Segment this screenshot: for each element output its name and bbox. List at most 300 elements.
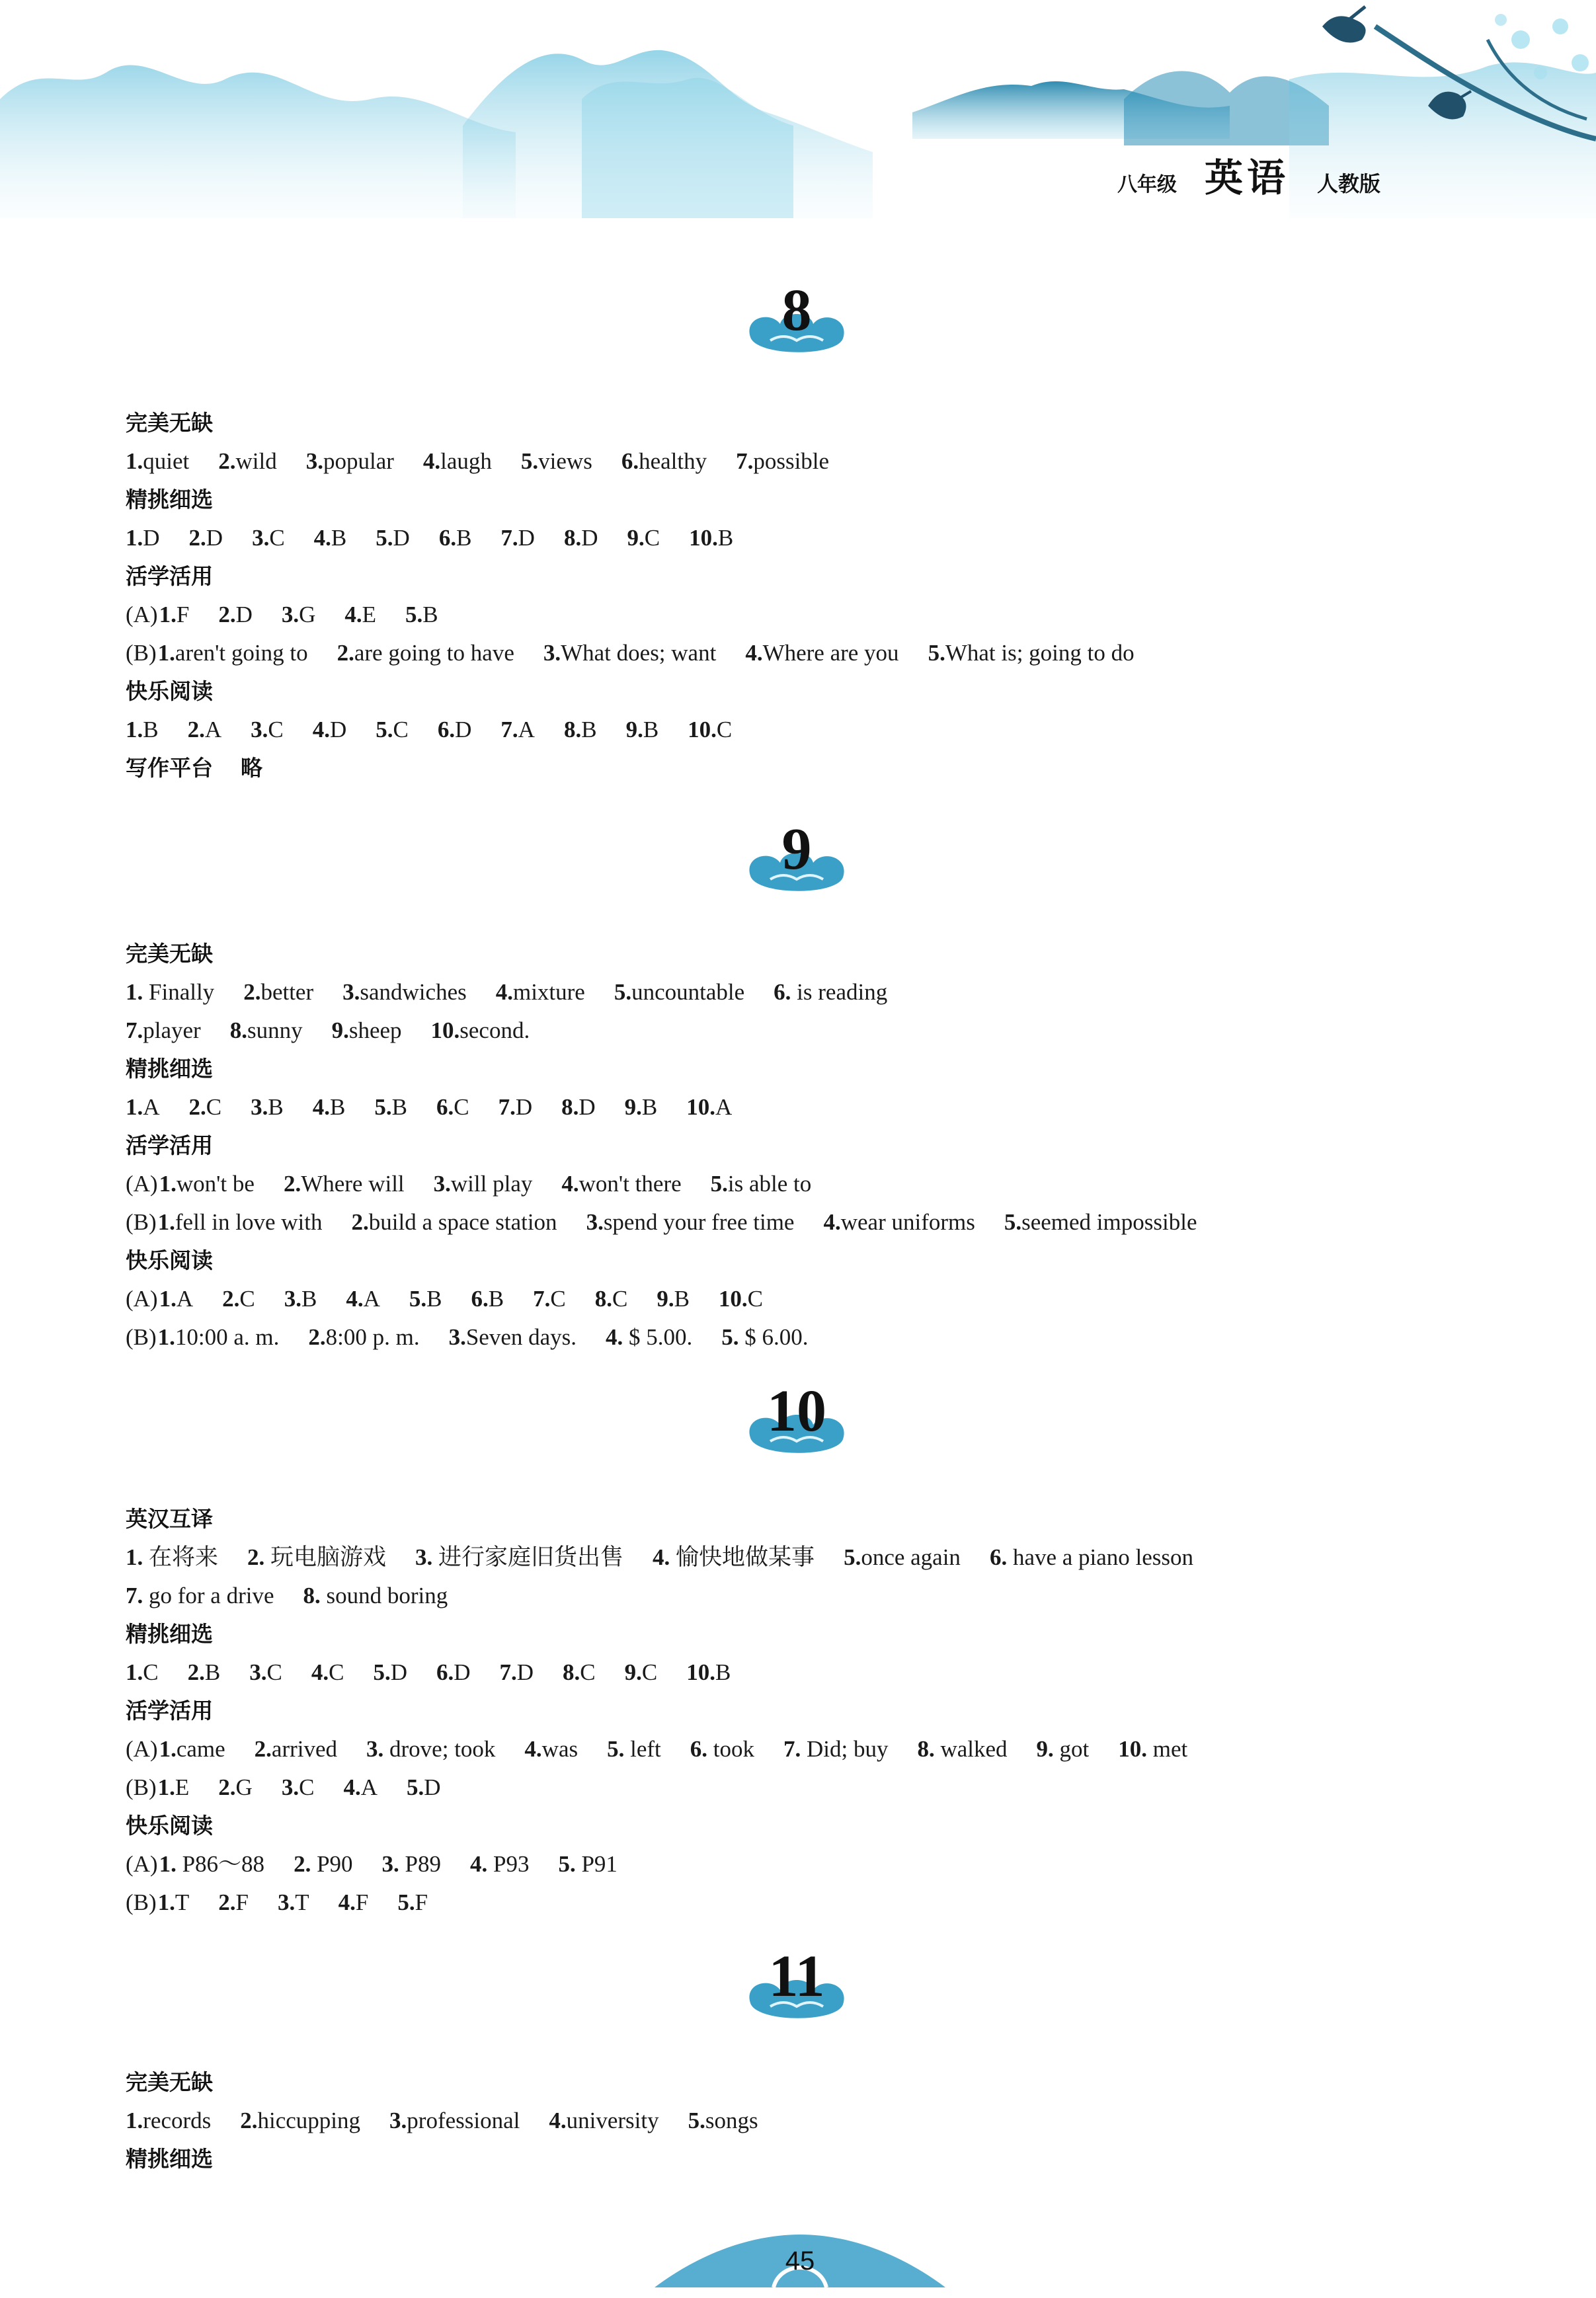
unit-number: 11: [768, 1944, 825, 2009]
section-label: [126, 1692, 1474, 1729]
answer-item: [382, 1846, 441, 1883]
answer-text: aren't going to: [175, 640, 308, 666]
answer-text: C: [329, 1659, 344, 1685]
answer-text: C: [716, 717, 733, 742]
section-label-text: 完美无缺: [126, 410, 213, 436]
answer-text: 愉快地做某事: [670, 1544, 815, 1570]
answer-text: took: [707, 1736, 754, 1762]
answer-text: A: [176, 1286, 194, 1312]
answer-text: C: [393, 717, 409, 742]
answer-item: [188, 711, 222, 748]
answer-part-prefix: (A): [126, 1736, 158, 1762]
answer-item: [614, 974, 744, 1011]
answer-number: 3.: [543, 640, 561, 666]
answer-number: 4.: [344, 602, 362, 627]
answer-text: arrived: [271, 1736, 338, 1762]
answer-item: [284, 1166, 405, 1203]
answer-item: [282, 1769, 315, 1806]
answer-item: [342, 974, 467, 1011]
section-label: [126, 673, 1474, 710]
answer-number: 5.: [928, 640, 945, 666]
unit-badge: [744, 278, 850, 364]
answer-text: player: [143, 1017, 201, 1043]
answer-number: 1.: [157, 1889, 175, 1915]
section-label: [126, 405, 1474, 442]
answer-item: [524, 1731, 578, 1768]
answer-item: [159, 1281, 194, 1318]
answer-item: [230, 1012, 303, 1049]
answer-item: [126, 1577, 274, 1614]
answer-item: [499, 1089, 533, 1126]
answer-text: mixture: [512, 979, 585, 1005]
answer-number: 1.: [159, 602, 177, 627]
answer-text: A: [360, 1774, 378, 1800]
answer-number: 4.: [313, 525, 331, 551]
answer-number: 4.: [312, 717, 330, 742]
answer-text: wear uniforms: [840, 1209, 975, 1235]
answer-item: [222, 1281, 255, 1318]
answer-text: 进行家庭旧货出售: [432, 1544, 624, 1570]
answer-item: [218, 443, 276, 480]
answer-item: [561, 1166, 681, 1203]
answer-text: build a space station: [368, 1209, 557, 1235]
answer-number: 1.: [159, 1851, 177, 1877]
answer-item: [745, 635, 898, 672]
answer-item: [500, 520, 535, 557]
answer-number: 6.: [471, 1286, 489, 1312]
answer-item: [774, 974, 887, 1011]
section-label-text: 写作平台: [126, 755, 213, 781]
header-grade: 八年级: [1117, 173, 1177, 196]
answer-text: drove; took: [383, 1736, 496, 1762]
answer-item: [436, 1654, 471, 1691]
answer-number: 2.: [188, 1094, 206, 1120]
answer-item: [690, 1731, 754, 1768]
section-label-text: 活学活用: [126, 563, 213, 589]
answer-item: [500, 1654, 534, 1691]
answer-text: met: [1147, 1736, 1188, 1762]
answer-item: [928, 635, 1135, 672]
answer-item: [438, 711, 472, 748]
answer-item: [917, 1731, 1007, 1768]
answer-item: [431, 1012, 530, 1049]
answer-text: C: [239, 1286, 255, 1312]
answer-item: [126, 1012, 201, 1049]
answer-text: will play: [450, 1171, 533, 1197]
answer-number: 2.: [240, 2108, 258, 2133]
answer-number: 3.: [249, 1659, 267, 1685]
answer-number: 6.: [438, 525, 457, 551]
answer-item: [1118, 1731, 1187, 1768]
answer-number: 1.: [157, 640, 175, 666]
answer-text: 10:00 a. m.: [175, 1324, 280, 1350]
answer-line: [126, 520, 1474, 557]
answer-part-prefix: (A): [126, 1286, 158, 1312]
answer-item: [627, 520, 660, 557]
answer-line: [126, 1539, 1474, 1576]
answer-number: 8.: [563, 717, 582, 742]
answer-text: T: [175, 1889, 190, 1915]
section-label: [126, 558, 1474, 595]
answer-number: 9.: [657, 1286, 674, 1312]
answer-number: 5.: [373, 1659, 391, 1685]
answer-text: D: [581, 525, 598, 551]
answer-number: 2.: [283, 1171, 301, 1197]
answer-number: 3.: [305, 448, 323, 474]
answer-text: B: [268, 1094, 284, 1120]
answer-number: 5.: [721, 1324, 739, 1350]
answer-item: [625, 1654, 658, 1691]
answer-text: E: [175, 1774, 190, 1800]
answer-item: [159, 1166, 255, 1203]
answer-text: C: [580, 1659, 596, 1685]
answer-number: 1.: [126, 1544, 143, 1570]
answer-item: [586, 1204, 795, 1241]
answer-part-prefix: (B): [126, 640, 157, 666]
answer-number: 5.: [688, 2108, 705, 2133]
answer-item: [990, 1539, 1193, 1576]
answer-line: [126, 1884, 1474, 1921]
answer-number: 1.: [126, 1094, 143, 1120]
answer-text: B: [674, 1286, 690, 1312]
answer-number: 1.: [126, 2108, 143, 2133]
answer-number: 4.: [549, 2108, 567, 2133]
answer-item: [389, 2102, 520, 2139]
answer-item: [255, 1731, 337, 1768]
answer-item: [626, 711, 659, 748]
answer-line: [126, 1204, 1474, 1241]
answer-text: D: [518, 525, 535, 551]
section-label: [126, 1501, 1474, 1538]
answer-item: [549, 2102, 658, 2139]
answer-line: [126, 974, 1474, 1011]
answer-text: G: [299, 602, 316, 627]
section-label: [126, 2064, 1474, 2101]
answer-text: C: [299, 1774, 315, 1800]
answer-line: [126, 1731, 1474, 1768]
answer-text: 8:00 p. m.: [325, 1324, 420, 1350]
answer-text: C: [644, 525, 660, 551]
page-footer: [655, 2221, 945, 2295]
answer-number: 10.: [686, 1659, 715, 1685]
answer-text: B: [330, 1094, 346, 1120]
answer-text: B: [301, 1286, 317, 1312]
answer-item: [126, 1539, 218, 1576]
answer-number: 2.: [308, 1324, 326, 1350]
section-label-text: 精挑细选: [126, 487, 213, 512]
answer-item: [218, 1769, 253, 1806]
answer-text: C: [747, 1286, 764, 1312]
section-label-text: 快乐阅读: [126, 678, 213, 704]
answer-item: [126, 1089, 160, 1126]
answer-number: 4.: [311, 1659, 329, 1685]
answer-number: 5.: [406, 1774, 424, 1800]
answer-item: [376, 520, 410, 557]
answer-item: [471, 1281, 504, 1318]
answer-number: 4.: [653, 1544, 670, 1570]
answer-number: 9.: [1036, 1736, 1054, 1762]
answer-number: 10.: [689, 525, 718, 551]
answer-item: [533, 1281, 566, 1318]
answer-item: [306, 443, 394, 480]
answer-text: C: [266, 1659, 282, 1685]
answer-text: sheep: [348, 1017, 402, 1043]
answer-text: came: [176, 1736, 225, 1762]
unit-number: 9: [781, 816, 812, 882]
section-label: [126, 1807, 1474, 1844]
answer-text: C: [206, 1094, 222, 1120]
answer-text: B: [143, 717, 159, 742]
answer-number: 8.: [229, 1017, 247, 1043]
answer-number: 2.: [351, 1209, 369, 1235]
answer-number: 3.: [251, 1094, 268, 1120]
answer-item: [543, 635, 716, 672]
answer-item: [436, 1089, 469, 1126]
answer-number: 3.: [366, 1736, 384, 1762]
answer-text: B: [204, 1659, 221, 1685]
answer-number: 9.: [625, 717, 643, 742]
section-label-text: 活学活用: [126, 1132, 213, 1158]
answer-text: fell in love with: [175, 1209, 323, 1235]
answer-text: quiet: [143, 448, 190, 474]
answer-item: [282, 596, 316, 633]
answer-item: [218, 1884, 249, 1921]
answer-item: [844, 1539, 961, 1576]
unit-badge: [744, 1944, 850, 2030]
answer-item: [711, 1166, 812, 1203]
answer-number: 8.: [917, 1736, 935, 1762]
answer-item: [595, 1281, 628, 1318]
answer-text: P91: [575, 1851, 618, 1877]
answer-item: [376, 711, 409, 748]
answer-item: [126, 1654, 159, 1691]
answer-number: 3.: [389, 2108, 407, 2133]
answer-item: [1004, 1204, 1197, 1241]
answer-text: is reading: [791, 979, 888, 1005]
answer-text: possible: [753, 448, 830, 474]
answer-item: [606, 1319, 692, 1356]
answer-text: P86～88: [176, 1851, 265, 1877]
answer-text: B: [422, 602, 438, 627]
answer-item: [249, 1654, 282, 1691]
answer-item: [158, 1204, 323, 1241]
answer-item: [689, 520, 733, 557]
answer-item: [563, 1654, 596, 1691]
answer-number: 8.: [563, 1659, 580, 1685]
answer-item: [496, 974, 585, 1011]
answer-number: 3.: [448, 1324, 466, 1350]
answer-number: 1.: [157, 1209, 175, 1235]
answer-number: 7.: [498, 1094, 516, 1120]
answer-number: 2.: [218, 1774, 236, 1800]
answer-text: left: [624, 1736, 661, 1762]
answer-number: 8.: [563, 525, 582, 551]
answer-item: [373, 1654, 407, 1691]
answer-number: 5.: [374, 1094, 392, 1120]
answer-text: hiccupping: [257, 2108, 361, 2133]
answer-text: records: [143, 2108, 212, 2133]
answer-number: 3.: [284, 1286, 301, 1312]
answer-item: [374, 1089, 407, 1126]
answer-number: 2.: [222, 1286, 240, 1312]
answer-item: [311, 1654, 344, 1691]
answer-item: [625, 1089, 658, 1126]
answer-text: B: [581, 717, 597, 742]
answer-line: [126, 1166, 1474, 1203]
answer-item: [251, 1089, 284, 1126]
answer-text: wild: [235, 448, 277, 474]
answer-line: [126, 1012, 1474, 1049]
answer-number: 2.: [218, 448, 236, 474]
answer-text: seemed impossible: [1021, 1209, 1197, 1235]
answer-part-prefix: (B): [126, 1209, 157, 1235]
answer-line: [126, 1319, 1474, 1356]
answer-part-prefix: (B): [126, 1774, 157, 1800]
answer-number: 4.: [422, 448, 441, 474]
section-inline-answer: 略: [241, 755, 262, 781]
answer-text: B: [391, 1094, 407, 1120]
answer-text: sandwiches: [360, 979, 467, 1005]
answer-number: 6.: [774, 979, 791, 1005]
answer-text: B: [488, 1286, 504, 1312]
answer-line: [126, 2102, 1474, 2139]
answer-number: 6.: [621, 448, 639, 474]
answer-text: professional: [407, 2108, 520, 2133]
answer-item: [188, 1654, 221, 1691]
section-label-text: 精挑细选: [126, 1056, 213, 1082]
answer-text: spend your free time: [603, 1209, 795, 1235]
answer-text: C: [550, 1286, 566, 1312]
answer-text: sunny: [247, 1017, 303, 1043]
section-label: [126, 1127, 1474, 1164]
answer-text: D: [454, 1659, 471, 1685]
answer-number: 5.: [710, 1171, 728, 1197]
answer-line: [126, 711, 1474, 748]
answer-number: 10.: [718, 1286, 748, 1312]
answer-text: T: [295, 1889, 309, 1915]
answer-text: second.: [459, 1017, 530, 1043]
answer-item: [243, 974, 313, 1011]
answer-part-prefix: (A): [126, 1851, 158, 1877]
answer-item: [126, 520, 160, 557]
answer-text: P89: [399, 1851, 441, 1877]
answer-text: F: [235, 1889, 249, 1915]
section-label: [126, 935, 1474, 972]
answer-item: [500, 711, 535, 748]
unit-9-answers: [126, 935, 1474, 1357]
section-label-text: 快乐阅读: [126, 1248, 213, 1273]
answer-item: [423, 443, 492, 480]
unit-number: 10: [767, 1378, 826, 1444]
header-subject: 英语: [1205, 155, 1290, 200]
answer-item: [397, 1884, 428, 1921]
answer-number: 4.: [346, 1286, 364, 1312]
answer-item: [159, 1846, 264, 1883]
answer-text: $ 6.00.: [738, 1324, 809, 1350]
answer-item: [158, 1319, 280, 1356]
answer-text: D: [206, 525, 223, 551]
answer-number: 1.: [159, 1171, 177, 1197]
answer-text: Did; buy: [801, 1736, 889, 1762]
answer-number: 1.: [159, 1286, 177, 1312]
answer-number: 5.: [520, 448, 539, 474]
answer-number: 6.: [437, 717, 456, 742]
answer-item: [247, 1539, 386, 1576]
answer-number: 4.: [338, 1889, 356, 1915]
answer-number: 1.: [126, 525, 143, 551]
answer-number: 5.: [1004, 1209, 1022, 1235]
answer-text: D: [390, 1659, 407, 1685]
answer-number: 4.: [606, 1324, 623, 1350]
answer-text: uncountable: [631, 979, 745, 1005]
answer-text: D: [424, 1774, 441, 1800]
section-label-text: 完美无缺: [126, 2069, 213, 2095]
section-label-text: 精挑细选: [126, 2146, 213, 2172]
answer-item: [434, 1166, 533, 1203]
answer-number: 10.: [686, 1094, 715, 1120]
answer-item: [783, 1731, 888, 1768]
answer-item: [158, 635, 308, 672]
answer-line: [126, 443, 1474, 480]
answer-line: [126, 635, 1474, 672]
answer-text: A: [204, 717, 222, 742]
answer-item: [159, 1731, 225, 1768]
answer-item: [823, 1204, 975, 1241]
answer-item: [126, 443, 189, 480]
answer-text: C: [454, 1094, 469, 1120]
answer-item: [337, 635, 514, 672]
answer-number: 4.: [561, 1171, 579, 1197]
answer-text: D: [455, 717, 472, 742]
answer-item: [653, 1539, 815, 1576]
answer-number: 9.: [624, 1094, 642, 1120]
answer-text: What does; want: [561, 640, 717, 666]
answer-text: views: [538, 448, 592, 474]
answer-item: [251, 711, 284, 748]
answer-number: 5.: [607, 1736, 625, 1762]
answer-text: B: [641, 1094, 658, 1120]
answer-item: [564, 711, 597, 748]
answer-text: won't be: [176, 1171, 255, 1197]
answer-text: have a piano lesson: [1007, 1544, 1194, 1570]
answer-number: 1.: [157, 1774, 175, 1800]
answer-number: 2.: [187, 717, 205, 742]
answer-number: 7.: [499, 1659, 517, 1685]
answer-text: university: [566, 2108, 659, 2133]
answer-number: 7.: [533, 1286, 551, 1312]
answer-item: [415, 1539, 623, 1576]
answer-number: 10.: [1118, 1736, 1148, 1762]
answer-text: A: [143, 1094, 160, 1120]
answer-number: 6.: [436, 1659, 454, 1685]
answer-line: [126, 1654, 1474, 1691]
answer-line: [126, 596, 1474, 633]
answer-text: E: [362, 602, 377, 627]
answer-number: 5.: [405, 602, 423, 627]
answer-text: D: [143, 525, 160, 551]
answer-number: 6.: [690, 1736, 707, 1762]
answer-item: [719, 1281, 763, 1318]
answer-item: [344, 596, 376, 633]
answer-number: 9.: [627, 525, 645, 551]
answer-item: [126, 974, 214, 1011]
answer-text: B: [715, 1659, 731, 1685]
answer-number: 3.: [278, 1889, 296, 1915]
answer-text: was: [541, 1736, 579, 1762]
answer-number: 6.: [989, 1544, 1008, 1570]
answer-number: 4.: [495, 979, 513, 1005]
answer-number: 7.: [500, 525, 518, 551]
